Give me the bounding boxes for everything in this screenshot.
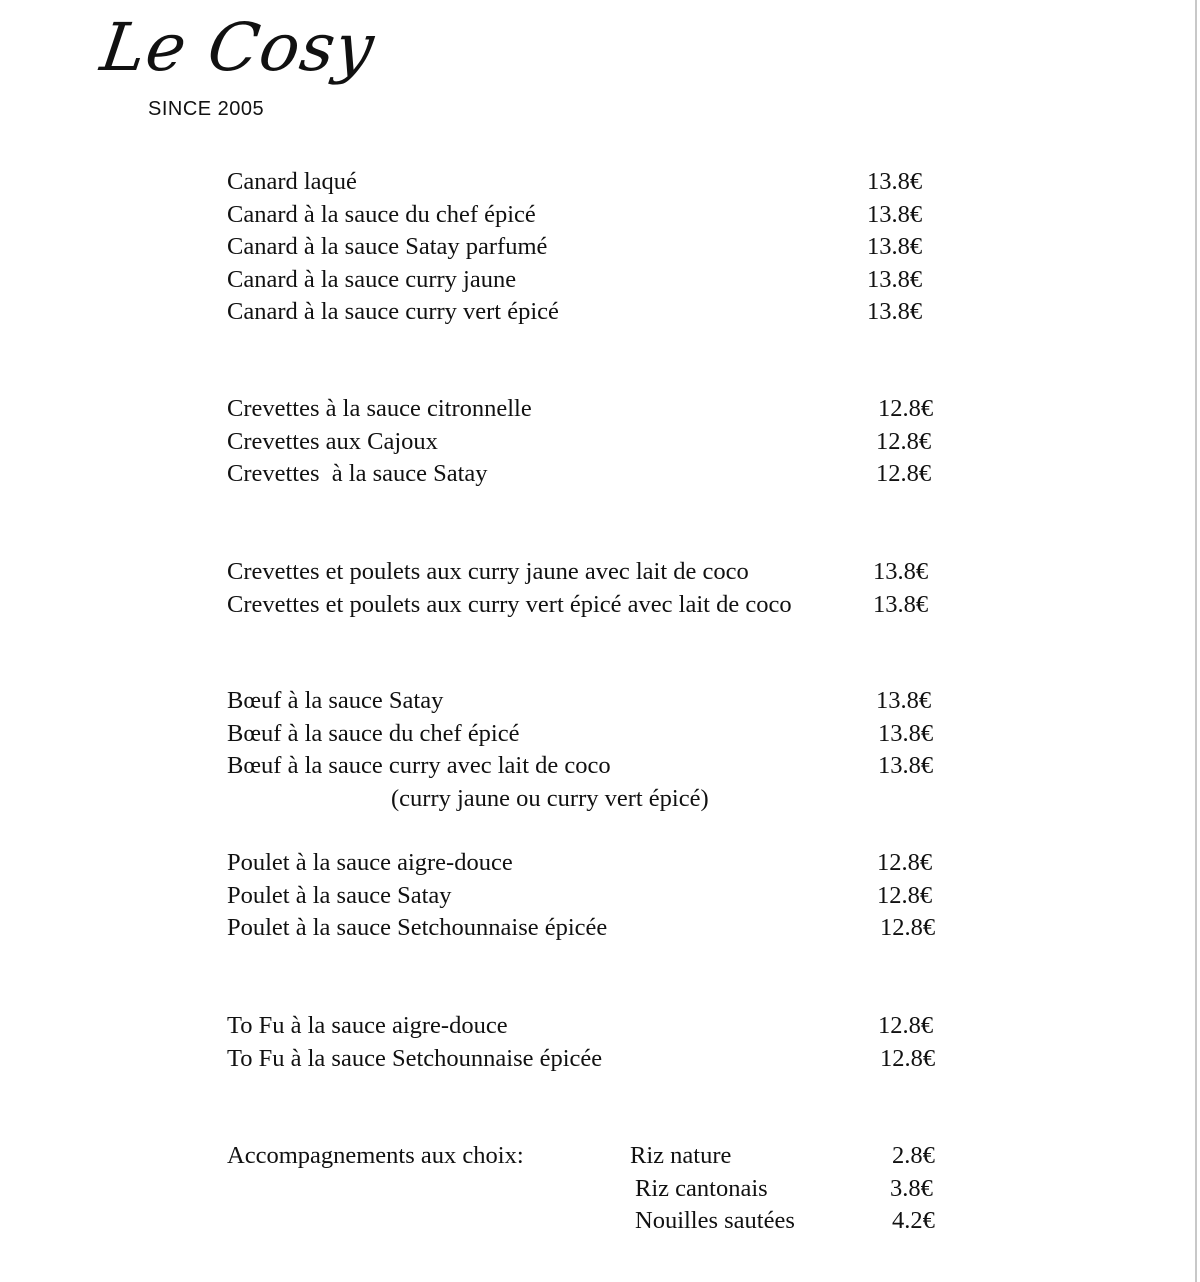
menu-item-price: 12.8€ <box>877 881 933 909</box>
menu-item-name: Canard à la sauce du chef épicé <box>227 200 536 228</box>
menu-item-name: Bœuf à la sauce curry avec lait de coco <box>227 752 611 779</box>
side-item-price: 3.8€ <box>890 1174 933 1202</box>
menu-item-name: Crevettes aux Cajoux <box>227 427 438 455</box>
menu-item-price: 12.8€ <box>880 1044 936 1072</box>
menu-item-name: Poulet à la sauce Setchounnaise épicée <box>227 914 608 941</box>
menu-item-name: Crevettes et poulets aux curry jaune avec lait de coco <box>227 558 749 585</box>
menu-item-name: Bœuf à la sauce Satay <box>227 687 444 714</box>
menu-item <box>227 847 947 880</box>
menu-item-name: Poulet à la sauce Satay <box>227 881 452 909</box>
menu-item-name: Canard laqué <box>227 168 357 195</box>
menu-section-beef <box>227 685 947 815</box>
menu-item <box>227 426 947 459</box>
menu-item <box>227 556 947 589</box>
side-item-name: Nouilles sautées <box>635 1207 795 1234</box>
menu-section-tofu <box>227 1010 947 1075</box>
menu-item <box>227 1043 947 1076</box>
menu-item-name: Crevettes et poulets aux curry vert épicé avec lait de coco <box>227 590 792 618</box>
side-item-price: 2.8€ <box>892 1142 935 1169</box>
menu-item-price: 12.8€ <box>877 849 933 876</box>
menu-section-duck <box>227 166 947 329</box>
side-item <box>630 1173 950 1206</box>
menu-item-note: (curry jaune ou curry vert épicé) <box>391 784 709 812</box>
menu-item <box>227 231 947 264</box>
menu-item-price: 13.8€ <box>867 265 923 293</box>
menu-item <box>227 296 947 329</box>
page-edge-divider <box>1195 0 1197 1282</box>
menu-item <box>227 458 947 491</box>
menu-item-price: 12.8€ <box>876 460 932 487</box>
side-item-name: Riz nature <box>630 1142 732 1169</box>
side-item <box>630 1140 950 1173</box>
menu-section-shrimp-chicken <box>227 556 947 621</box>
menu-item-price: 13.8€ <box>876 687 932 714</box>
menu-item <box>227 718 947 751</box>
menu-item-price: 13.8€ <box>867 298 923 325</box>
sides-list <box>630 1140 950 1238</box>
side-item <box>630 1205 950 1238</box>
menu-item-name: To Fu à la sauce Setchounnaise épicée <box>227 1044 603 1072</box>
restaurant-logo <box>96 8 380 120</box>
menu-item <box>227 750 947 783</box>
menu-item-price: 13.8€ <box>867 168 923 195</box>
menu-item-name: Crevettes à la sauce Satay <box>227 460 488 487</box>
menu-item-price: 12.8€ <box>880 914 936 941</box>
menu-item-price: 13.8€ <box>878 752 934 779</box>
menu-item-price: 12.8€ <box>878 1012 934 1039</box>
menu-item-name: Canard à la sauce curry vert épicé <box>227 298 559 325</box>
menu-item-note-row <box>227 783 947 816</box>
menu-section-chicken <box>227 847 947 945</box>
menu-item-price: 12.8€ <box>878 395 934 422</box>
menu-section-shrimp <box>227 393 947 491</box>
menu-item-name: To Fu à la sauce aigre-douce <box>227 1012 508 1039</box>
side-item-price: 4.2€ <box>892 1207 935 1234</box>
menu-item <box>227 1010 947 1043</box>
menu-item-price: 13.8€ <box>873 558 929 585</box>
menu-item <box>227 166 947 199</box>
menu-item <box>227 393 947 426</box>
menu-item <box>227 685 947 718</box>
menu-item-price: 13.8€ <box>867 200 923 228</box>
side-item-name: Riz cantonais <box>635 1174 768 1202</box>
menu-item-name: Crevettes à la sauce citronnelle <box>227 395 532 422</box>
menu-item-name: Canard à la sauce curry jaune <box>227 265 517 293</box>
menu-item <box>227 912 947 945</box>
sides-label: Accompagnements aux choix: <box>227 1142 524 1169</box>
menu-item <box>227 880 947 913</box>
menu-item-price: 13.8€ <box>878 719 934 747</box>
menu-item <box>227 589 947 622</box>
since-year: SINCE 2005 <box>148 98 265 120</box>
menu-item-name: Bœuf à la sauce du chef épicé <box>227 719 520 747</box>
menu-item <box>227 199 947 232</box>
menu-item-price: 12.8€ <box>876 427 932 455</box>
menu-item-price: 13.8€ <box>873 590 929 618</box>
menu-item-name: Poulet à la sauce aigre-douce <box>227 849 513 876</box>
menu-item <box>227 264 947 297</box>
restaurant-name: Le Cosy <box>96 9 380 86</box>
menu-item-price: 13.8€ <box>867 233 923 260</box>
menu-item-name: Canard à la sauce Satay parfumé <box>227 233 548 260</box>
